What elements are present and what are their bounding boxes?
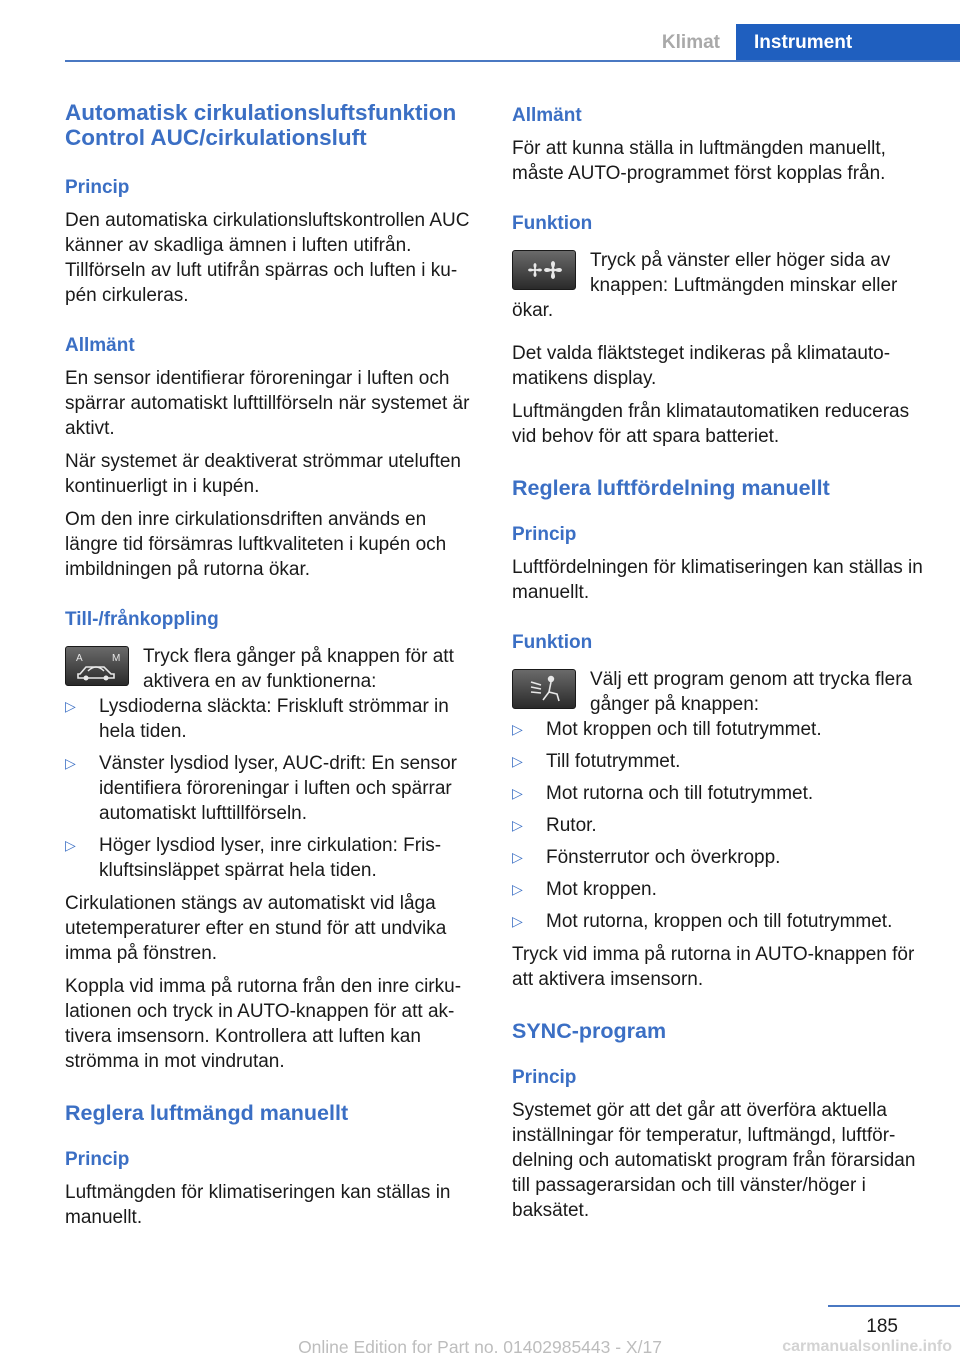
sync-text: Systemet gör att det går att överföra aktuella inställningar för temperatur, luftmängd, luftfördelning och automatiskt program från förarsidan till passagerarsidan och till vänster/höger i baksätet. [512,1100,916,1221]
header-divider [65,60,960,62]
list-item: ▷ Mot kroppen. [512,879,657,900]
distribution-button-text: Välj ett program genom att trycka flera gånger på knappen: [590,669,913,715]
funktion-paragraph: Det valda fläktsteget indikeras på klimatautomatikens display. [512,343,891,389]
list-item: ▷ Höger lysdiod lyser, inre cirkulation: Friskluftsinsläppet spärrat hela tiden. [65,835,442,881]
auc-recirculation-button-icon [65,646,129,686]
reglera-luftfordelning-heading: Reglera luftfördelning manuellt [512,476,830,500]
triangle-bullet-icon: ▷ [512,721,523,737]
fan-speed-button-icon [512,250,576,290]
fan-button-instruction [512,248,932,323]
funktion-heading: Funktion [512,213,593,234]
svg-text:A: A [76,653,83,664]
list-item: ▷ Mot rutorna, kroppen och till fotutrymmet. [512,911,893,932]
distribution-button-instruction [512,667,932,717]
triangle-bullet-icon: ▷ [512,849,523,865]
sync-princip-heading: Princip [512,1067,577,1088]
allmant-heading-right: Allmänt [512,105,582,126]
right-column [512,104,932,1223]
till-fran-heading: Till-/frånkoppling [65,609,219,630]
triangle-bullet-icon: ▷ [65,698,76,714]
auc-button-text: Tryck flera gånger på knappen för att aktivera en av funktionerna: [143,646,454,692]
auc-modes-list [65,694,480,883]
fordelning-princip-heading: Princip [512,524,577,545]
allmant-paragraph: Om den inre cirkulationsdriften används en längre tid försämras luftkvaliteten i kupén och imbildningen på rutorna ökar. [65,509,447,580]
reglera-luftmangd-heading: Reglera luftmängd manuellt [65,1101,349,1125]
triangle-bullet-icon: ▷ [512,817,523,833]
fordelning-paragraph: Tryck vid imma på rutorna in AUTO-knappen för att aktivera imsensorn. [512,944,915,990]
funktion-paragraph: Luftmängden från klimatautomatiken reduceras vid behov för att spara batteriet. [512,401,910,447]
allmant-paragraph: När systemet är deaktiverat strömmar uteluften kontinuerligt in i kupén. [65,451,461,497]
distribution-programs-list [512,717,932,934]
list-item: ▷ Vänster lysdiod lyser, AUC-drift: En sensor identifiera föroreningar i luften och spärrar automatiskt lufttillförseln. [65,753,457,824]
watermark: carmanualsonline.info [782,1338,952,1355]
reglera-princip-text: Luftmängden för klimatiseringen kan ställas in manuellt. [65,1182,451,1228]
princip-text: Den automatiska cirkulationsluftskontrollen AUC känner av skadliga ämnen i luften utifrån. Tillförseln av luft utifrån spärras och luften i kupén cirkuleras. [65,210,470,306]
svg-text:M: M [112,653,121,664]
sync-program-heading: SYNC-program [512,1019,667,1043]
tab-klimat[interactable]: Klimat [661,32,720,53]
list-item: ▷ Fönsterrutor och överkropp. [512,847,781,868]
triangle-bullet-icon: ▷ [512,881,523,897]
edition-footer: Online Edition for Part no. 01402985443 - X/17 [298,1337,662,1357]
triangle-bullet-icon: ▷ [512,753,523,769]
triangle-bullet-icon: ▷ [512,913,523,929]
triangle-bullet-icon: ▷ [512,785,523,801]
triangle-bullet-icon: ▷ [65,837,76,853]
fan-button-text: Tryck på vänster eller höger sida av knappen: Luftmängden minskar eller ökar. [512,250,898,321]
fordelning-funktion-heading: Funktion [512,632,593,653]
allmant-paragraph: En sensor identifierar föroreningar i luften och spärrar automatiskt lufttillförseln när systemet är aktivt. [65,368,470,439]
auc-button-instruction [65,644,480,694]
list-item: ▷ Till fotutrymmet. [512,751,681,772]
princip-heading: Princip [65,177,130,198]
tab-instrument[interactable]: Instrument [736,24,960,60]
list-item: ▷ Mot rutorna och till fotutrymmet. [512,783,814,804]
till-paragraph: Koppla vid imma på rutorna från den inre cirkulationen och tryck in AUTO-knappen för att aktivera imsensorn. Kontrollera att luften kan strömma in mot vindrutan. [65,976,462,1072]
allmant-heading: Allmänt [65,335,135,356]
till-paragraph: Cirkulationen stängs av automatiskt vid låga utetemperaturer efter en stund för att undvika imma på fönstren. [65,893,447,964]
fordelning-princip-text: Luftfördelningen för klimatiseringen kan ställas in manuellt. [512,557,923,603]
allmant-text-right: För att kunna ställa in luftmängden manuellt, måste AUTO-programmet först kopplas från. [512,138,886,184]
reglera-princip-heading: Princip [65,1149,130,1170]
air-distribution-button-icon [512,669,576,709]
list-item: ▷ Mot kroppen och till fotutrymmet. [512,719,822,740]
page-number: 185 [866,1316,898,1337]
page-header [0,0,960,62]
section-title-auc: Automatisk cirkulationsluftsfunktion Control AUC/cirkulationsluft [65,100,457,150]
list-item: ▷ Rutor. [512,815,597,836]
footer-divider [828,1305,960,1307]
list-item: ▷ Lysdioderna släckta: Friskluft strömmar in hela tiden. [65,696,449,742]
triangle-bullet-icon: ▷ [65,755,76,771]
left-column [65,100,480,1230]
